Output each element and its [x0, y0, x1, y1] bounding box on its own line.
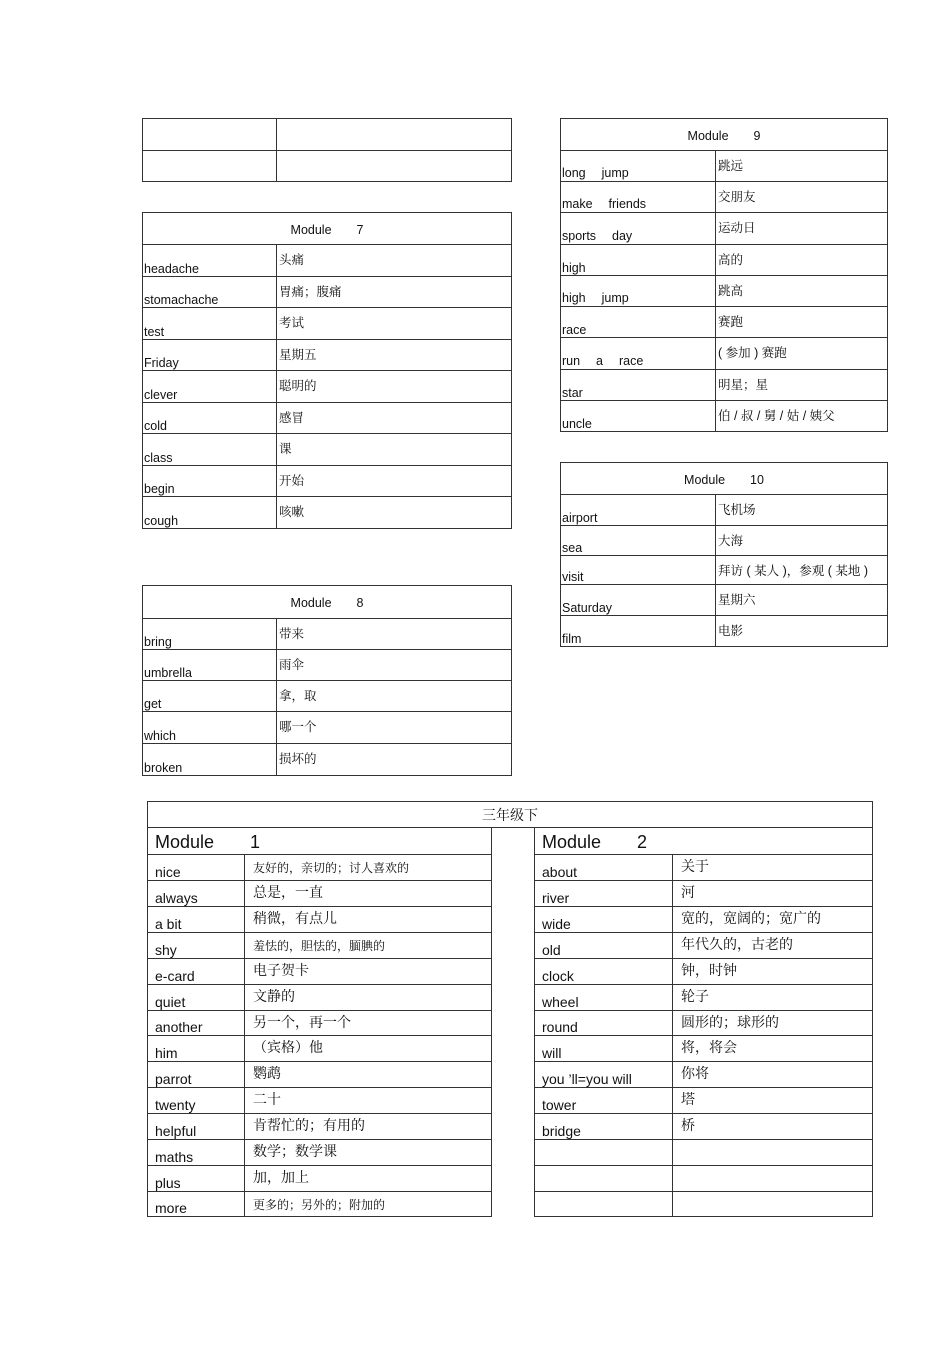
word-en: bridge: [535, 1114, 673, 1140]
word-en: which: [143, 712, 277, 744]
word-en: get: [143, 681, 277, 712]
word-zh: 跳远: [716, 151, 888, 182]
word-zh: 飞机场: [716, 495, 888, 526]
word-zh: 加，加上: [245, 1166, 492, 1192]
word-zh: 运动日: [716, 213, 888, 245]
grade-3-table: [147, 801, 873, 1217]
module-10-table: [560, 462, 888, 647]
word-zh: 开始: [277, 465, 512, 497]
word-zh: [673, 1192, 873, 1217]
word-zh: 稍微，有点儿: [245, 907, 492, 933]
word-en: shy: [148, 933, 245, 959]
word-zh: 电影: [716, 616, 888, 647]
word-zh: [673, 1140, 873, 1166]
word-zh: 肯帮忙的；有用的: [245, 1114, 492, 1140]
word-zh: 拜访 ( 某人 )，参观 ( 某地 ): [716, 556, 888, 585]
word-zh: 数学；数学课: [245, 1140, 492, 1166]
module-7-table: [142, 212, 512, 529]
word-zh: 交朋友: [716, 182, 888, 213]
word-en: maths: [148, 1140, 245, 1166]
word-zh: 塔: [673, 1088, 873, 1114]
module-2-title: Module 2: [535, 828, 873, 855]
word-en: film: [561, 616, 716, 647]
word-en: tower: [535, 1088, 673, 1114]
column-gap: [492, 828, 535, 1217]
word-en: run a race: [561, 338, 716, 370]
word-en: make friends: [561, 182, 716, 213]
word-zh: 另一个，再一个: [245, 1011, 492, 1036]
empty-cell: [277, 151, 512, 182]
word-en: high: [561, 245, 716, 276]
word-en: clock: [535, 959, 673, 985]
word-en: cough: [143, 497, 277, 529]
word-zh: 年代久的，古老的: [673, 933, 873, 959]
word-en: wide: [535, 907, 673, 933]
word-zh: 带来: [277, 619, 512, 650]
word-zh: （宾格）他: [245, 1036, 492, 1062]
word-zh: 将，将会: [673, 1036, 873, 1062]
word-en: twenty: [148, 1088, 245, 1114]
word-zh: 桥: [673, 1114, 873, 1140]
word-zh: 高的: [716, 245, 888, 276]
word-zh: 伯 / 叔 / 舅 / 姑 / 姨父: [716, 401, 888, 432]
word-zh: 友好的，亲切的；讨人喜欢的: [245, 855, 492, 881]
word-en: quiet: [148, 985, 245, 1011]
word-zh: ( 参加 ) 赛跑: [716, 338, 888, 370]
word-zh: 课: [277, 434, 512, 466]
word-zh: 鹦鹉: [245, 1062, 492, 1088]
word-zh: 胃痛；腹痛: [277, 276, 512, 308]
word-en: you ’ll=you will: [535, 1062, 673, 1088]
word-zh: 咳嗽: [277, 497, 512, 529]
word-en: another: [148, 1011, 245, 1036]
word-zh: 赛跑: [716, 307, 888, 338]
word-en: plus: [148, 1166, 245, 1192]
word-en: helpful: [148, 1114, 245, 1140]
word-en: him: [148, 1036, 245, 1062]
word-en: wheel: [535, 985, 673, 1011]
module-9-table: [560, 118, 888, 432]
word-zh: 哪一个: [277, 712, 512, 744]
word-en: headache: [143, 245, 277, 277]
word-zh: 头痛: [277, 245, 512, 277]
word-zh: 钟，时钟: [673, 959, 873, 985]
word-en: sea: [561, 526, 716, 556]
grade-title: 三年级下: [148, 802, 873, 828]
word-en: nice: [148, 855, 245, 881]
word-zh: 明星；星: [716, 370, 888, 401]
word-en: high jump: [561, 276, 716, 307]
word-en: visit: [561, 556, 716, 585]
word-en: sports day: [561, 213, 716, 245]
word-zh: 总是，一直: [245, 881, 492, 907]
module-8-table: [142, 585, 512, 776]
word-zh: 损坏的: [277, 744, 512, 776]
word-en: cold: [143, 402, 277, 434]
word-en: [535, 1140, 673, 1166]
word-zh: 拿，取: [277, 681, 512, 712]
word-en: Friday: [143, 339, 277, 371]
word-zh: 考试: [277, 308, 512, 340]
module-10-title: Module 10: [561, 463, 888, 495]
word-en: bring: [143, 619, 277, 650]
word-en: race: [561, 307, 716, 338]
empty-cell: [143, 151, 277, 182]
word-zh: 星期五: [277, 339, 512, 371]
word-zh: 关于: [673, 855, 873, 881]
empty-cell: [143, 119, 277, 151]
word-en: [535, 1192, 673, 1217]
word-zh: [673, 1166, 873, 1192]
word-en: star: [561, 370, 716, 401]
word-zh: 你将: [673, 1062, 873, 1088]
word-en: river: [535, 881, 673, 907]
empty-table: [142, 118, 512, 182]
word-en: broken: [143, 744, 277, 776]
word-en: umbrella: [143, 650, 277, 681]
word-zh: 大海: [716, 526, 888, 556]
word-en: a bit: [148, 907, 245, 933]
word-zh: 圆形的；球形的: [673, 1011, 873, 1036]
module-1-title: Module 1: [148, 828, 492, 855]
word-en: long jump: [561, 151, 716, 182]
empty-cell: [277, 119, 512, 151]
word-en: airport: [561, 495, 716, 526]
word-en: [535, 1166, 673, 1192]
word-en: will: [535, 1036, 673, 1062]
word-en: stomachache: [143, 276, 277, 308]
word-zh: 更多的；另外的；附加的: [245, 1192, 492, 1217]
word-zh: 感冒: [277, 402, 512, 434]
word-zh: 轮子: [673, 985, 873, 1011]
word-en: old: [535, 933, 673, 959]
word-zh: 电子贺卡: [245, 959, 492, 985]
word-en: round: [535, 1011, 673, 1036]
word-zh: 星期六: [716, 585, 888, 616]
module-8-title: Module 8: [143, 586, 512, 619]
word-en: about: [535, 855, 673, 881]
word-en: e-card: [148, 959, 245, 985]
module-7-title: Module 7: [143, 213, 512, 245]
word-en: always: [148, 881, 245, 907]
word-en: clever: [143, 371, 277, 403]
word-en: begin: [143, 465, 277, 497]
word-zh: 聪明的: [277, 371, 512, 403]
word-en: class: [143, 434, 277, 466]
word-en: Saturday: [561, 585, 716, 616]
word-zh: 宽的，宽阔的；宽广的: [673, 907, 873, 933]
word-en: parrot: [148, 1062, 245, 1088]
word-zh: 雨伞: [277, 650, 512, 681]
word-zh: 二十: [245, 1088, 492, 1114]
word-zh: 跳高: [716, 276, 888, 307]
word-en: test: [143, 308, 277, 340]
word-en: more: [148, 1192, 245, 1217]
module-9-title: Module 9: [561, 119, 888, 151]
word-en: uncle: [561, 401, 716, 432]
word-zh: 羞怯的，胆怯的，腼腆的: [245, 933, 492, 959]
word-zh: 文静的: [245, 985, 492, 1011]
word-zh: 河: [673, 881, 873, 907]
